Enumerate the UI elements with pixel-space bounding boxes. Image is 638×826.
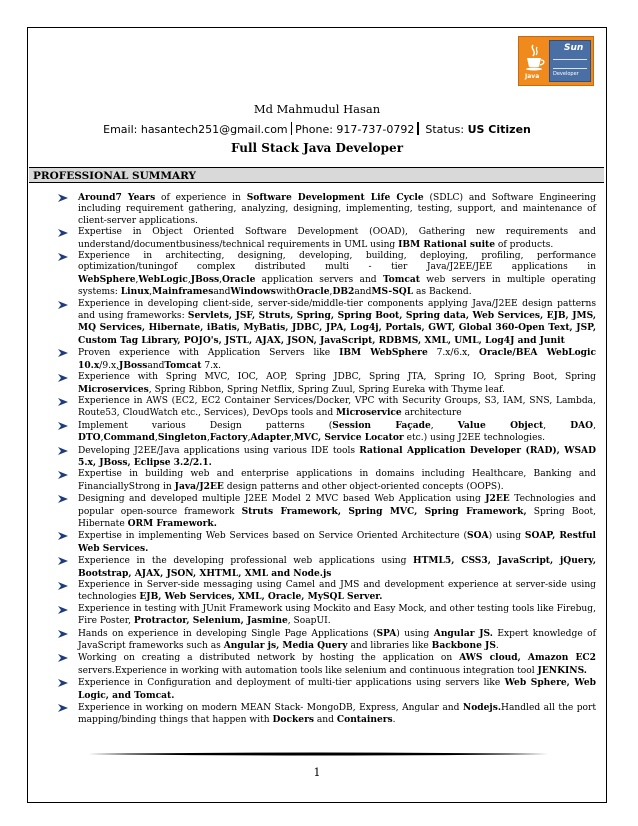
bold-text: Angular js, Media Query bbox=[223, 640, 348, 652]
summary-text: Experience with Spring MVC, IOC, AOP, Spring JDBC, Spring JTA, Spring IO, Spring Boot, Spring bbox=[78, 372, 596, 383]
bold-text: Adapter bbox=[250, 432, 291, 444]
summary-text: , bbox=[149, 287, 153, 298]
java-sun-logo bbox=[518, 36, 594, 86]
bold-text: SPA bbox=[376, 627, 397, 639]
summary-item bbox=[56, 372, 596, 396]
bold-text: Dockers bbox=[272, 714, 314, 726]
bold-text: Protractor, Selenium, Jasmine bbox=[133, 615, 288, 627]
summary-item bbox=[56, 445, 596, 470]
summary-item bbox=[56, 530, 596, 555]
bold-text: JENKINS. bbox=[537, 664, 587, 676]
bold-text: Windows bbox=[230, 286, 276, 298]
logo-sub-text: Developer bbox=[553, 71, 579, 77]
summary-text: Experience in working on modern MEAN Stack- MongoDB, Express, Angular and bbox=[78, 703, 463, 714]
section-heading: PROFESSIONAL SUMMARY bbox=[29, 167, 604, 183]
bold-text: Value Object bbox=[457, 419, 544, 431]
summary-text: , bbox=[187, 274, 191, 285]
bold-text: Around7 Years bbox=[78, 192, 156, 203]
summary-item bbox=[56, 652, 596, 677]
arrow-bullet-icon bbox=[58, 606, 68, 614]
bold-text: Containers bbox=[336, 714, 393, 726]
summary-text: . bbox=[392, 715, 396, 726]
summary-text: of experience in bbox=[155, 193, 247, 203]
bold-text: Web Sphere, Web Logic, and Tomcat. bbox=[78, 677, 596, 701]
arrow-bullet-icon bbox=[58, 654, 68, 662]
bold-text: Software Development Life Cycle bbox=[246, 192, 424, 203]
summary-text: Designing and developed multiple J2EE Model 2 MVC based Web Application using bbox=[78, 494, 486, 505]
arrow-bullet-icon bbox=[58, 301, 68, 309]
arrow-bullet-icon bbox=[58, 447, 68, 455]
summary-text: , bbox=[154, 433, 158, 444]
summary-text: , bbox=[290, 433, 294, 444]
bold-text: WebLogic bbox=[138, 273, 188, 285]
summary-text: Implement various Design patterns ( bbox=[78, 420, 333, 431]
summary-text: application servers and bbox=[255, 274, 383, 285]
summary-text: Expertise in building web and enterprise applications in domains including Healthcare, Banking and FinanciallyStrong in bbox=[78, 469, 596, 492]
summary-text: Experience in developing client-side, server-side/middle-tier components applying Java/J2EE design patterns and using frameworks: bbox=[78, 298, 596, 322]
bold-text: AWS cloud, Amazon EC2 bbox=[459, 652, 596, 664]
separator bbox=[417, 122, 419, 135]
job-title: Full Stack Java Developer bbox=[230, 141, 404, 155]
summary-text: design patterns and other object-oriented concepts (OOPS). bbox=[223, 481, 504, 492]
email-text: Email: hasantech251@gmail.com bbox=[103, 123, 288, 136]
summary-text: , bbox=[135, 274, 139, 285]
bold-text: SOA bbox=[467, 530, 489, 542]
arrow-bullet-icon bbox=[58, 532, 68, 540]
bold-text: Angular JS. bbox=[433, 627, 493, 639]
bold-text: Microservice bbox=[336, 407, 402, 419]
summary-text: , bbox=[329, 287, 333, 298]
arrow-bullet-icon bbox=[58, 582, 68, 590]
summary-text: 7.x/6.x, bbox=[427, 348, 480, 359]
bold-text: Oracle/BEA WebLogic 10.x bbox=[78, 347, 596, 371]
bold-text: Java/J2EE bbox=[174, 480, 224, 492]
status-value: US Citizen bbox=[467, 123, 531, 136]
bold-text: IBM Rational suite bbox=[398, 238, 496, 250]
summary-text: and bbox=[213, 287, 231, 298]
arrow-bullet-icon bbox=[58, 398, 68, 406]
bold-text: MVC, Service Locator bbox=[293, 432, 404, 444]
sun-logo bbox=[549, 40, 591, 82]
candidate-name: Md Mahmudul Hasan bbox=[253, 102, 381, 116]
summary-item bbox=[56, 604, 596, 628]
summary-text: ) using bbox=[488, 531, 525, 542]
summary-text: Proven experience with Application Servers like bbox=[78, 348, 340, 359]
bold-text: SOAP, Restful Web Services. bbox=[78, 530, 597, 554]
summary-text: web servers in multiple operating systems: bbox=[78, 274, 596, 298]
resume-page bbox=[27, 27, 607, 803]
bold-text: Tomcat bbox=[382, 273, 420, 285]
arrow-bullet-icon bbox=[58, 422, 68, 430]
bold-text: DTO bbox=[78, 432, 101, 444]
summary-text: , bbox=[247, 433, 251, 444]
summary-text: servers.Experience in working with automation tools like selenium and continuous integration tool bbox=[78, 665, 538, 676]
separator bbox=[291, 122, 293, 135]
summary-text: Expertise in Object Oriented Software Development (OOAD), Gathering new requirements and understand/documentbusiness/technical requirements in UML using bbox=[78, 227, 596, 250]
bold-text: Mainframes bbox=[152, 286, 214, 298]
bold-text: Microservices bbox=[78, 383, 149, 395]
summary-text: Experience in Server-side messaging using Camel and JMS and development experience at server-side using technologies bbox=[78, 580, 596, 603]
summary-text: Experience in AWS (EC2, EC2 Container Services/Docker, VPC with Security Groups, S3, IAM, SNS, Lambda, Route53, CloudWatch etc., Services), DevOps tools and bbox=[78, 395, 596, 419]
summary-text: Hands on experience in developing Single Page Applications ( bbox=[78, 628, 377, 639]
summary-text: . bbox=[495, 641, 499, 652]
summary-text: Expert knowledge of JavaScript frameworks such as bbox=[78, 628, 596, 652]
bold-text: Struts Framework, Spring MVC, Spring Framework, bbox=[241, 505, 527, 517]
phone-text: Phone: 917-737-0792 bbox=[295, 123, 415, 136]
bold-text: JBoss bbox=[190, 273, 220, 285]
summary-item bbox=[56, 299, 596, 348]
logo-java-text: Java bbox=[525, 73, 540, 80]
summary-text: with bbox=[275, 287, 297, 298]
summary-item bbox=[56, 347, 596, 372]
arrow-bullet-icon bbox=[58, 194, 68, 202]
arrow-bullet-icon bbox=[58, 349, 68, 357]
arrow-bullet-icon bbox=[58, 374, 68, 382]
bold-text: Singleton bbox=[157, 432, 207, 444]
bold-text: HTML5, CSS3, JavaScript, jQuery, Bootstrap, AJAX, JSON, XHTML, XML and Node.js bbox=[78, 555, 596, 579]
summary-text: Working on creating a distributed network by hosting the application on bbox=[78, 653, 460, 664]
logo-sun-text: Sun bbox=[564, 43, 584, 53]
summary-text: and bbox=[147, 360, 165, 371]
bold-text: J2EE bbox=[485, 493, 510, 505]
summary-text: , bbox=[543, 420, 571, 431]
summary-item bbox=[56, 702, 596, 727]
summary-list bbox=[56, 192, 596, 727]
bold-text: MS-SQL bbox=[371, 286, 414, 298]
arrow-bullet-icon bbox=[58, 704, 68, 712]
bold-text: JBoss bbox=[119, 359, 148, 371]
logo-decoration bbox=[553, 59, 587, 69]
bold-text: Nodejs. bbox=[462, 702, 502, 714]
bold-text: ORM Framework. bbox=[127, 517, 217, 529]
summary-item bbox=[56, 555, 596, 580]
bold-text: Session Façade bbox=[332, 419, 431, 431]
summary-text: of products. bbox=[495, 239, 554, 250]
summary-text: etc.) using J2EE technologies. bbox=[403, 433, 546, 444]
arrow-bullet-icon bbox=[58, 229, 68, 237]
summary-item bbox=[56, 396, 596, 420]
contact-line bbox=[28, 122, 606, 136]
status-label: Status: bbox=[425, 123, 465, 136]
summary-text: as Backend. bbox=[413, 287, 472, 298]
summary-item bbox=[56, 420, 596, 445]
summary-item bbox=[56, 192, 596, 227]
bold-text: Factory bbox=[209, 432, 248, 444]
bold-text: Tomcat bbox=[164, 359, 202, 371]
bold-text: Oracle bbox=[221, 273, 256, 285]
summary-text: Spring Boot, Hibernate bbox=[78, 506, 596, 529]
summary-text: Experience in the developing professional web applications using bbox=[78, 556, 414, 567]
bold-text: EJB, Web Services, XML, Oracle, MySQL Server. bbox=[139, 591, 383, 603]
summary-text: Experience in architecting, designing, developing, building, deploying, profiling, performance optimization/tuningof complex distributed multi - tier Java/J2EE/JEE applications in bbox=[78, 251, 596, 273]
summary-item bbox=[56, 469, 596, 493]
summary-text: , bbox=[430, 420, 458, 431]
bold-text: Oracle bbox=[296, 286, 330, 298]
summary-text: Technologies and popular open-source framework bbox=[78, 494, 596, 517]
arrow-bullet-icon bbox=[58, 495, 68, 503]
bold-text: WebSphere bbox=[78, 273, 136, 285]
summary-text: 7.x. bbox=[201, 360, 222, 371]
summary-text: , bbox=[593, 420, 596, 431]
summary-text: Developing J2EE/Java applications using various IDE tools bbox=[78, 445, 360, 456]
arrow-bullet-icon bbox=[58, 471, 68, 479]
summary-text: , Spring Ribbon, Spring Netflix, Spring Zuul, Spring Eureka with Thyme leaf. bbox=[148, 384, 505, 395]
arrow-bullet-icon bbox=[58, 630, 68, 638]
arrow-bullet-icon bbox=[58, 679, 68, 687]
summary-item bbox=[56, 628, 596, 653]
bold-text: Command bbox=[103, 432, 155, 444]
bold-text: IBM WebSphere bbox=[339, 347, 428, 359]
arrow-bullet-icon bbox=[58, 253, 68, 261]
summary-text: ) using bbox=[396, 628, 434, 639]
summary-text: /9.x, bbox=[99, 360, 120, 371]
summary-item bbox=[56, 580, 596, 604]
bold-text: Backbone JS bbox=[431, 640, 496, 652]
summary-text: Experience in Configuration and deployment of multi-tier applications using servers like bbox=[78, 678, 505, 689]
bold-text: Linux bbox=[120, 286, 150, 298]
bold-text: Rational Application Developer (RAD), WSAD 5.x, JBoss, Eclipse 3.2/2.1. bbox=[78, 444, 596, 468]
summary-text: , SoapUI. bbox=[287, 616, 331, 627]
java-cup-icon bbox=[524, 43, 546, 73]
bold-text: DAO bbox=[570, 419, 594, 431]
summary-text: (SDLC) and Software Engineering including requirement gathering, analyzing, designing, implementing, testing, support, and maintenance of client-server applications. bbox=[78, 193, 596, 226]
summary-item bbox=[56, 227, 596, 251]
summary-text: Expertise in implementing Web Services based on Service Oriented Architecture ( bbox=[78, 531, 468, 542]
summary-text: and bbox=[314, 715, 337, 726]
summary-text: Experience in testing with JUnit Framework using Mockito and Easy Mock, and other testing tools like Firebug, Fire Poster, bbox=[78, 603, 596, 627]
summary-text: architecture bbox=[401, 408, 462, 419]
summary-text: Handled all the port mapping/binding things that happen with bbox=[78, 703, 596, 726]
summary-text: and libraries like bbox=[347, 641, 432, 652]
arrow-bullet-icon bbox=[58, 557, 68, 565]
footer-divider bbox=[88, 752, 548, 756]
summary-item bbox=[56, 251, 596, 299]
page-number: 1 bbox=[313, 766, 321, 779]
bold-text: Servlets, JSF, Struts, Spring, Spring Boot, Spring data, Web Services, EJB, JMS, MQ Services, Hibernate, iBatis, MyBatis, JDBC, JPA, Log4j, Portals, GWT, Global 360-Open Text, JSP, Custom Tag Library, POJO's, JSTL, AJAX, JSON, JavaScript, RDBMS, XML, UML, Log4J and Junit bbox=[78, 310, 596, 346]
summary-text: , bbox=[206, 433, 210, 444]
summary-item bbox=[56, 677, 596, 702]
summary-text: and bbox=[354, 287, 372, 298]
summary-item bbox=[56, 493, 596, 530]
bold-text: DB2 bbox=[332, 286, 355, 298]
summary-text: , bbox=[219, 274, 222, 285]
summary-text: , bbox=[100, 433, 104, 444]
